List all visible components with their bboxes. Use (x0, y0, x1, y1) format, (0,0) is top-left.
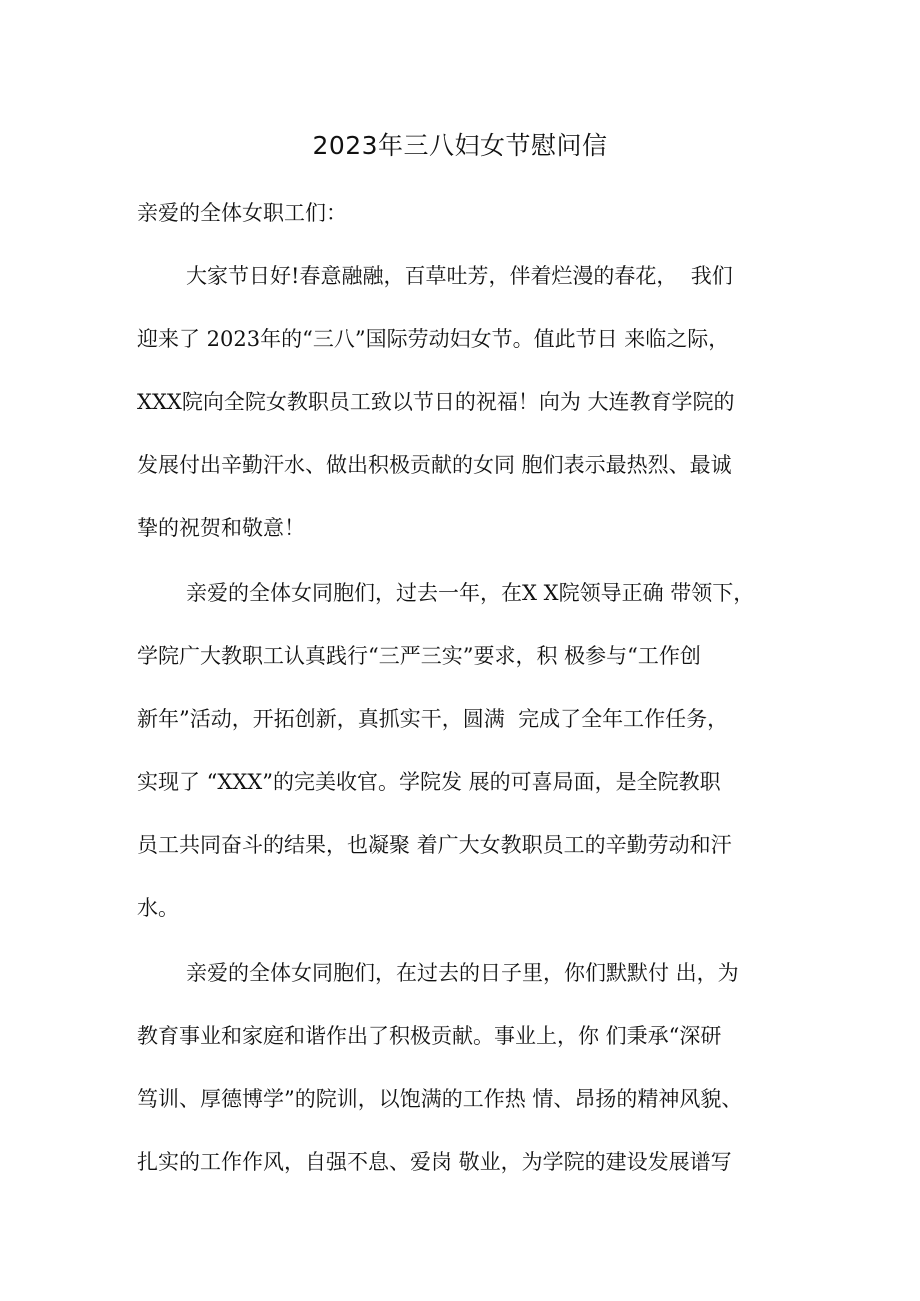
paragraph-3-line-1: 亲爱的全体女同胞们，在过去的日子里，你们默默付 出，为 (186, 961, 739, 985)
paragraph-2-line-5: 员工共同奋斗的结果，也凝聚 着广大女教职员工的辛勤劳动和汗 (137, 833, 732, 857)
paragraph-2-line-4: 实现了 “XXX”的完美收官。学院发 展的可喜局面，是全院教职 (137, 770, 721, 794)
paragraph-3-line-4: 扎实的工作作风，自强不息、爱岗 敬业，为学院的建设发展谱写 (137, 1150, 732, 1174)
paragraph-2-line-6: 水。 (137, 896, 179, 920)
paragraph-2-line-3: 新年”活动，开拓创新，真抓实干，圆满 完成了全年工作任务， (137, 707, 729, 731)
paragraph-3-line-3: 笃训、厚德博学”的院训，以饱满的工作热 情、昂扬的精神风貌、 (137, 1087, 743, 1111)
paragraph-1-line-1: 大家节日好!春意融融，百草吐芳，伴着烂漫的春花， 我们 (186, 264, 733, 288)
paragraph-3-line-2: 教育事业和家庭和谐作出了积极贡献。事业上，你 们秉承“深研 (137, 1024, 722, 1048)
paragraph-1-line-4: 发展付出辛勤汗水、做出积极贡献的女同 胞们表示最热烈、最诚 (137, 453, 732, 477)
paragraph-1-line-3: XXX院向全院女教职员工致以节日的祝福！向为 大连教育学院的 (137, 390, 735, 414)
greeting-line: 亲爱的全体女职工们： (137, 201, 347, 225)
document-title: 2023年三八妇女节慰问信 (312, 131, 608, 160)
paragraph-2-line-1: 亲爱的全体女同胞们，过去一年，在X X院领导正确 带领下， (186, 581, 755, 605)
paragraph-2-line-2: 学院广大教职工认真践行“三严三实”要求，积 极参与“工作创 (137, 644, 701, 668)
paragraph-1-line-2: 迎来了 2023年的“三八”国际劳动妇女节。值此节日 来临之际， (137, 327, 730, 351)
paragraph-1-line-5: 挚的祝贺和敬意！ (137, 516, 305, 540)
